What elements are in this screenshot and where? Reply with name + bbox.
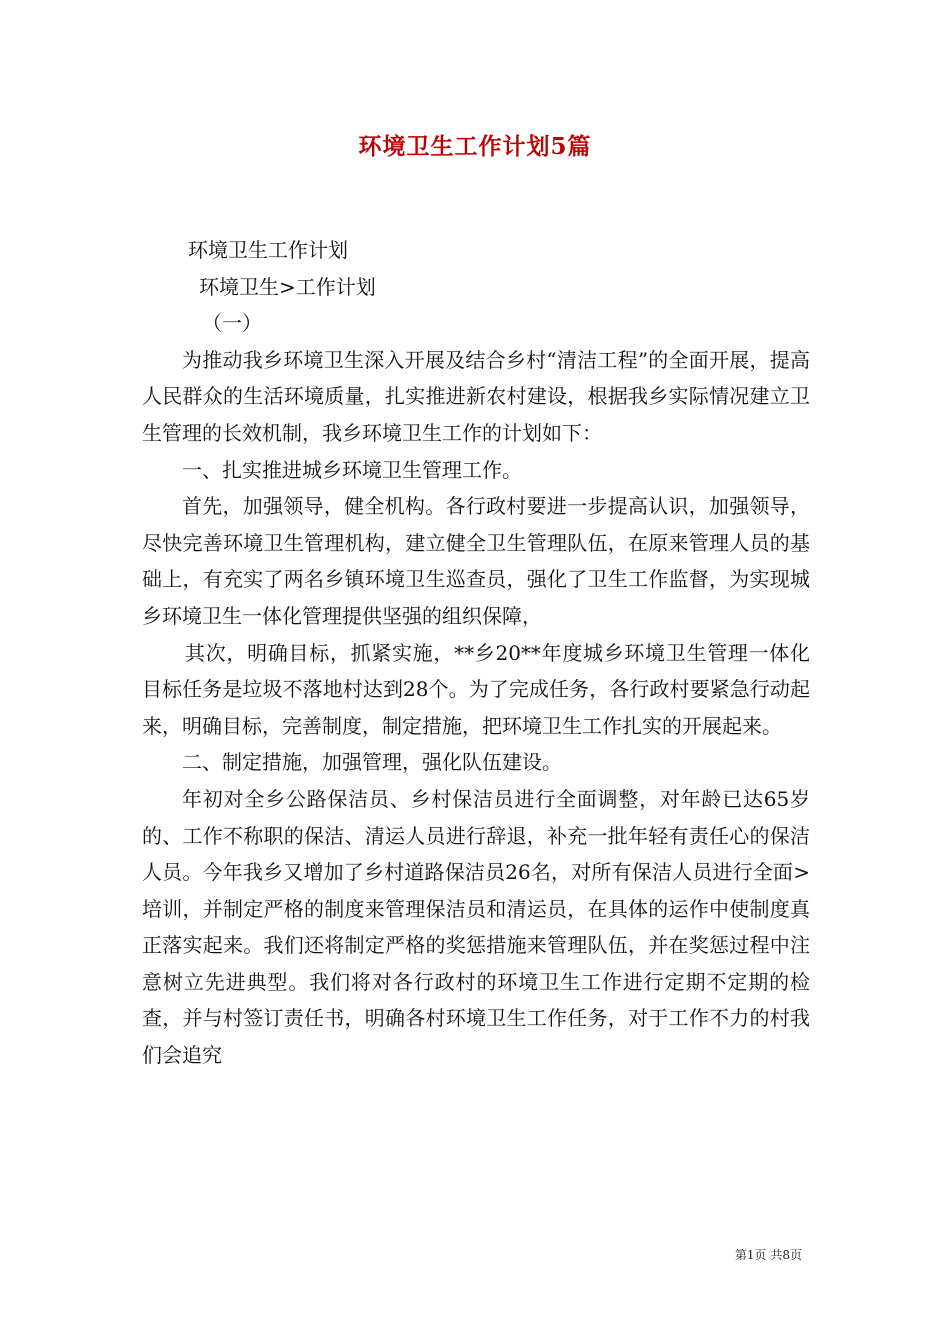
paragraph-first: 首先，加强领导，健全机构。各行政村要进一步提高认识，加强领导，尽快完善环境卫生管理机构，建立健全卫生管理队伍，在原来管理人员的基础上，有充实了两名乡镇环境卫生巡查员，强化了卫生工作监督，为实现城乡环境卫生一体化管理提供坚强的组织保障， (142, 494, 810, 628)
page-number-footer: 第1页 共8页 (734, 1248, 802, 1262)
section-marker: （一） (202, 311, 262, 336)
paragraph-second: 其次，明确目标，抓紧实施，**乡20**年度城乡环境卫生管理一体化目标任务是垃圾不落地村达到28个。为了完成任务，各行政村要紧急行动起来，明确目标，完善制度，制定措施，把环境卫生工作扎实的开展起来。 (142, 640, 810, 738)
document-subheading: 环境卫生>工作计划 (199, 274, 376, 299)
paragraph-staffing: 年初对全乡公路保洁员、乡村保洁员进行全面调整，对年龄已达65岁的、工作不称职的保洁、清运人员进行辞退，补充一批年轻有责任心的保洁人员。今年我乡又增加了乡村道路保洁员26名，对所有保洁人员进行全面>培训，并制定严格的制度来管理保洁员和清运员，在具体的运作中使制度真正落实起来。我们还将制定严格的奖惩措施来管理队伍，并在奖惩过程中注意树立先进典型。我们将对各行政村的环境卫生工作进行定期不定期的检查，并与村签订责任书，明确各村环境卫生工作任务，对于工作不力的村我们会追究 (142, 786, 810, 1068)
paragraph-intro: 为推动我乡环境卫生深入开展及结合乡村“清洁工程”的全面开展，提高人民群众的生活环境质量，扎实推进新农村建设，根据我乡实际情况建立卫生管理的长效机制，我乡环境卫生工作的计划如下： (142, 347, 810, 445)
document-body (142, 232, 810, 1074)
document-title: 环境卫生工作计划5篇 (358, 133, 592, 160)
document-heading: 环境卫生工作计划 (188, 238, 348, 262)
section-heading-2: 二、制定措施，加强管理，强化队伍建设。 (182, 750, 562, 775)
section-heading-1: 一、扎实推进城乡环境卫生管理工作。 (182, 457, 522, 482)
